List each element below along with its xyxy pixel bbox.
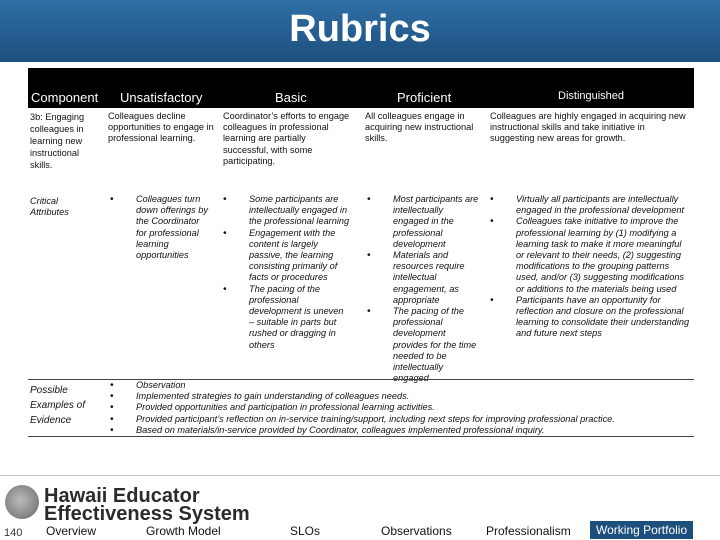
logo-line-2: Effectiveness System [44,503,250,525]
nav-growth-model[interactable]: Growth Model [146,524,221,538]
list-item: • Colleagues take initiative to improve the professional learning by (1) modifying a learning task to make it more meaningful or relevant to their needs, (2) suggesting modifications to the grouping patterns used, and/or (3) suggesting modifications or additions to the materials being used [490,216,690,294]
col-unsatisfactory: Unsatisfactory [120,90,203,105]
list-item: • The pacing of the professional development is uneven – suitable in parts but rushed or dragging in others [223,284,351,351]
list-item: • Virtually all participants are intellectually engaged in the professional development [490,194,690,216]
list-item: • Materials and resources require intellectual engagement, as appropriate [367,250,481,306]
col-component: Component [31,90,99,105]
footer-divider [0,475,720,476]
list-item: • The pacing of the professional development provides for the time needed to be intellectually [367,306,481,384]
list-item: • Observation [110,380,694,391]
basic-attributes [223,194,351,351]
list-item: • Engagement with the content is largely passive, the learning consisting primarily of facts or procedures [223,228,351,284]
logo-line-1: Hawaii Educator [44,485,200,507]
basic-summary: Coordinator’s efforts to engage colleagues in professional learning are partially successful, with some participating. [223,111,350,166]
seal-icon [5,485,39,519]
proficient-attributes [367,194,481,384]
row-divider [28,436,694,437]
list-item: • Based on materials/in-service provided by Coordinator, colleagues implemented professional inquiry. [110,425,694,436]
critical-attributes-label: Critical Attributes [30,196,69,218]
column-header-bar [28,68,694,108]
evidence-label: Possible Examples of Evidence [30,385,86,426]
distinguished-summary: Colleagues are highly engaged in acquiring new instructional skills and take initiative in suggesting new areas for growth. [490,111,686,144]
list-item: • Some participants are intellectually engaged in the professional learning [223,194,351,228]
page-title: Rubrics [289,8,431,50]
list-item: • Participants have an opportunity for reflection and closure on the professional learning to consolidate their understanding and future next steps [490,295,690,340]
list-item: • Most participants are intellectually engaged in the professional development [367,194,481,250]
list-item: • Implemented strategies to gain understanding of colleagues needs. [110,391,694,402]
nav-working-portfolio[interactable]: Working Portfolio [590,521,693,539]
proficient-summary: All colleagues engage in acquiring new instructional skills. [365,111,474,144]
col-proficient: Proficient [397,90,452,105]
unsatisfactory-summary: Colleagues decline opportunities to engage in professional learning. [108,111,214,144]
list-item: • Provided participant’s reflection on in-service training/support, including next steps for improving professional practice. [110,414,694,425]
evidence-list [110,380,694,436]
col-basic: Basic [275,90,307,105]
nav-professionalism[interactable]: Professionalism [486,524,571,538]
page-number: 140 [4,527,23,539]
col-distinguished: Distinguished [558,90,625,102]
distinguished-attributes [490,194,690,340]
nav-overview[interactable]: Overview [46,524,97,538]
list-item: • Provided opportunities and participation in professional learning activities. [110,402,694,413]
nav-observations[interactable]: Observations [381,524,452,538]
list-item: • Colleagues turn down offerings by the Coordinator for professional learning opportunities [110,194,210,261]
nav-slos[interactable]: SLOs [290,524,321,538]
component-name: 3b: Engaging colleagues in learning new instructional skills. [30,112,85,170]
unsatisfactory-attributes [110,194,210,261]
